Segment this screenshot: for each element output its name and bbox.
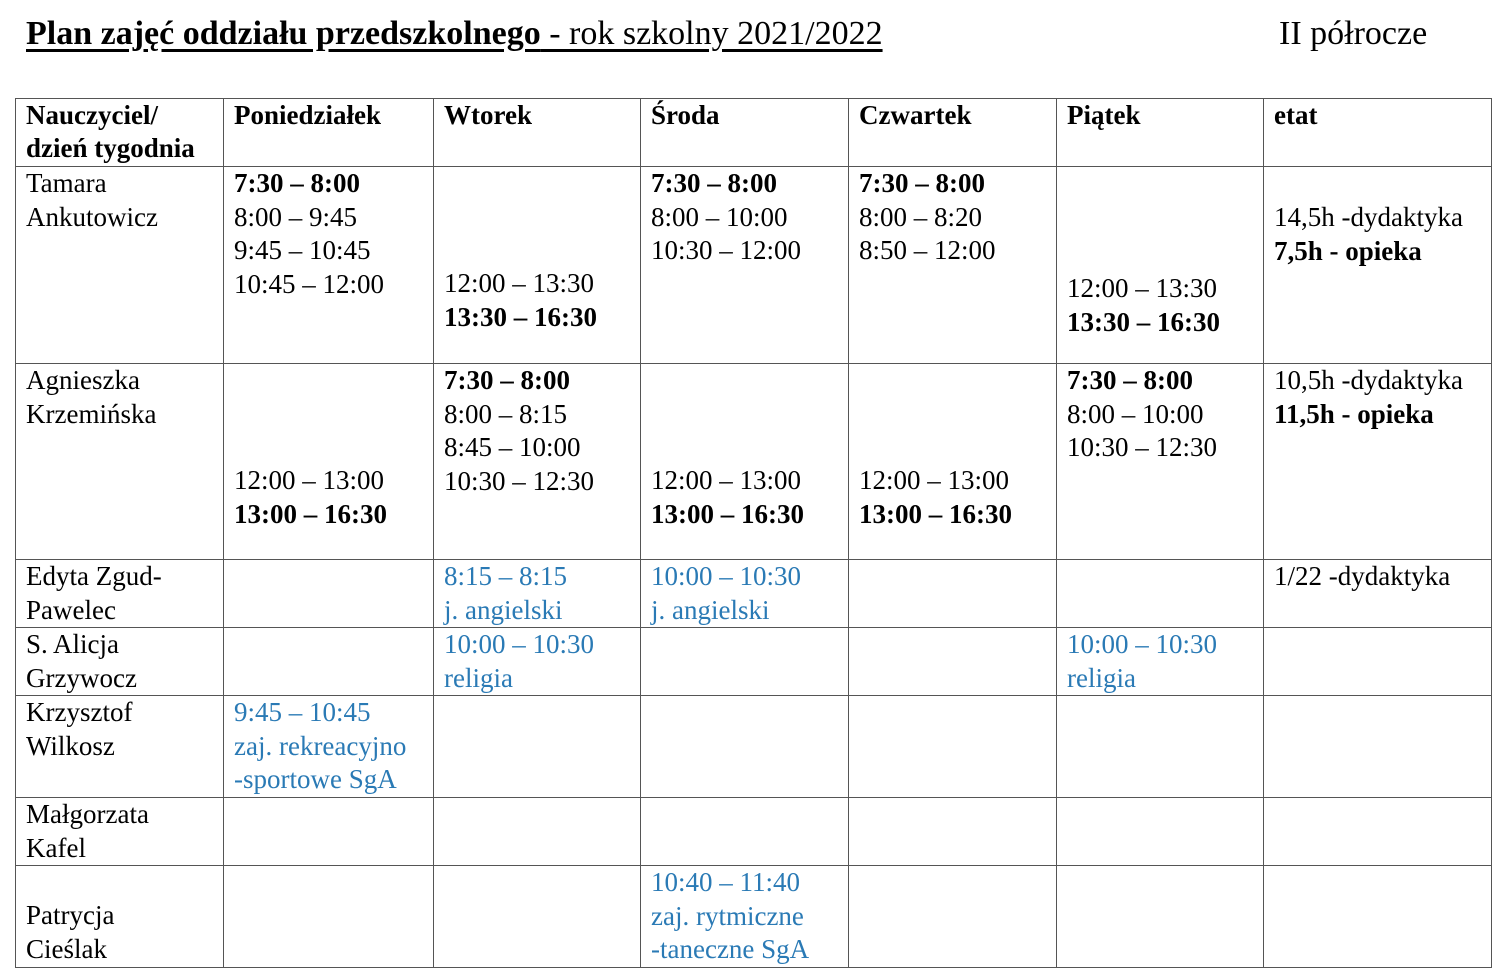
friday-cell	[1057, 696, 1264, 798]
etat-cell: 14,5h -dydaktyka 7,5h - opieka	[1264, 167, 1492, 364]
header-row	[16, 99, 1492, 167]
etat-cell: 10,5h -dydaktyka 11,5h - opieka	[1264, 364, 1492, 560]
tuesday-cell: 8:15 – 8:15 j. angielski	[434, 560, 641, 628]
friday-cell	[1057, 866, 1264, 968]
teacher-cell: Krzysztof Wilkosz	[16, 696, 224, 798]
friday-cell: 7:30 – 8:00 8:00 – 10:00 10:30 – 12:30	[1057, 364, 1264, 560]
monday-cell	[224, 866, 434, 968]
thursday-cell	[849, 628, 1057, 696]
table-row	[16, 560, 1492, 628]
teacher-cell: S. Alicja Grzywocz	[16, 628, 224, 696]
wednesday-cell	[641, 798, 849, 866]
wednesday-cell	[641, 696, 849, 798]
table-row	[16, 866, 1492, 968]
thursday-cell	[849, 560, 1057, 628]
monday-cell	[224, 798, 434, 866]
tuesday-cell	[434, 798, 641, 866]
tuesday-cell	[434, 866, 641, 968]
etat-cell	[1264, 696, 1492, 798]
table-row	[16, 364, 1492, 560]
schedule-table	[15, 98, 1492, 968]
monday-cell: 7:30 – 8:00 8:00 – 9:45 9:45 – 10:45 10:45 – 12:00	[224, 167, 434, 364]
friday-cell: 10:00 – 10:30 religia	[1057, 628, 1264, 696]
col-header-friday: Piątek	[1057, 99, 1264, 167]
col-header-teacher: Nauczyciel/ dzień tygodnia	[16, 99, 224, 167]
monday-cell: 12:00 – 13:00 13:00 – 16:30	[224, 364, 434, 560]
page-title: Plan zajęć oddziału przedszkolnego - rok szkolny 2021/2022	[26, 15, 883, 52]
wednesday-cell	[641, 628, 849, 696]
col-header-tuesday: Wtorek	[434, 99, 641, 167]
col-header-thursday: Czwartek	[849, 99, 1057, 167]
teacher-cell: Małgorzata Kafel	[16, 798, 224, 866]
etat-cell: 1/22 -dydaktyka	[1264, 560, 1492, 628]
teacher-cell: Agnieszka Krzemińska	[16, 364, 224, 560]
wednesday-cell: 10:00 – 10:30 j. angielski	[641, 560, 849, 628]
table-row	[16, 167, 1492, 364]
col-header-etat: etat	[1264, 99, 1492, 167]
monday-cell: 9:45 – 10:45 zaj. rekreacyjno -sportowe SgA	[224, 696, 434, 798]
teacher-cell: Edyta Zgud- Pawelec	[16, 560, 224, 628]
tuesday-cell: 10:00 – 10:30 religia	[434, 628, 641, 696]
table-row	[16, 696, 1492, 798]
wednesday-cell: 12:00 – 13:00 13:00 – 16:30	[641, 364, 849, 560]
table-row	[16, 628, 1492, 696]
thursday-cell: 7:30 – 8:00 8:00 – 8:20 8:50 – 12:00	[849, 167, 1057, 364]
thursday-cell	[849, 866, 1057, 968]
monday-cell	[224, 628, 434, 696]
tuesday-cell: 7:30 – 8:00 8:00 – 8:15 8:45 – 10:00 10:30 – 12:30	[434, 364, 641, 560]
col-header-wednesday: Środa	[641, 99, 849, 167]
friday-cell: 12:00 – 13:30 13:30 – 16:30	[1057, 167, 1264, 364]
thursday-cell	[849, 696, 1057, 798]
semester-label: II półrocze	[1279, 15, 1428, 52]
tuesday-cell	[434, 696, 641, 798]
etat-cell	[1264, 798, 1492, 866]
friday-cell	[1057, 798, 1264, 866]
wednesday-cell: 7:30 – 8:00 8:00 – 10:00 10:30 – 12:00	[641, 167, 849, 364]
teacher-cell: Tamara Ankutowicz	[16, 167, 224, 364]
wednesday-cell: 10:40 – 11:40 zaj. rytmiczne -taneczne SgA	[641, 866, 849, 968]
friday-cell	[1057, 560, 1264, 628]
table-row	[16, 798, 1492, 866]
tuesday-cell: 12:00 – 13:30 13:30 – 16:30	[434, 167, 641, 364]
col-header-monday: Poniedziałek	[224, 99, 434, 167]
thursday-cell: 12:00 – 13:00 13:00 – 16:30	[849, 364, 1057, 560]
etat-cell	[1264, 866, 1492, 968]
teacher-cell: Patrycja Cieślak	[16, 866, 224, 968]
monday-cell	[224, 560, 434, 628]
thursday-cell	[849, 798, 1057, 866]
etat-cell	[1264, 628, 1492, 696]
